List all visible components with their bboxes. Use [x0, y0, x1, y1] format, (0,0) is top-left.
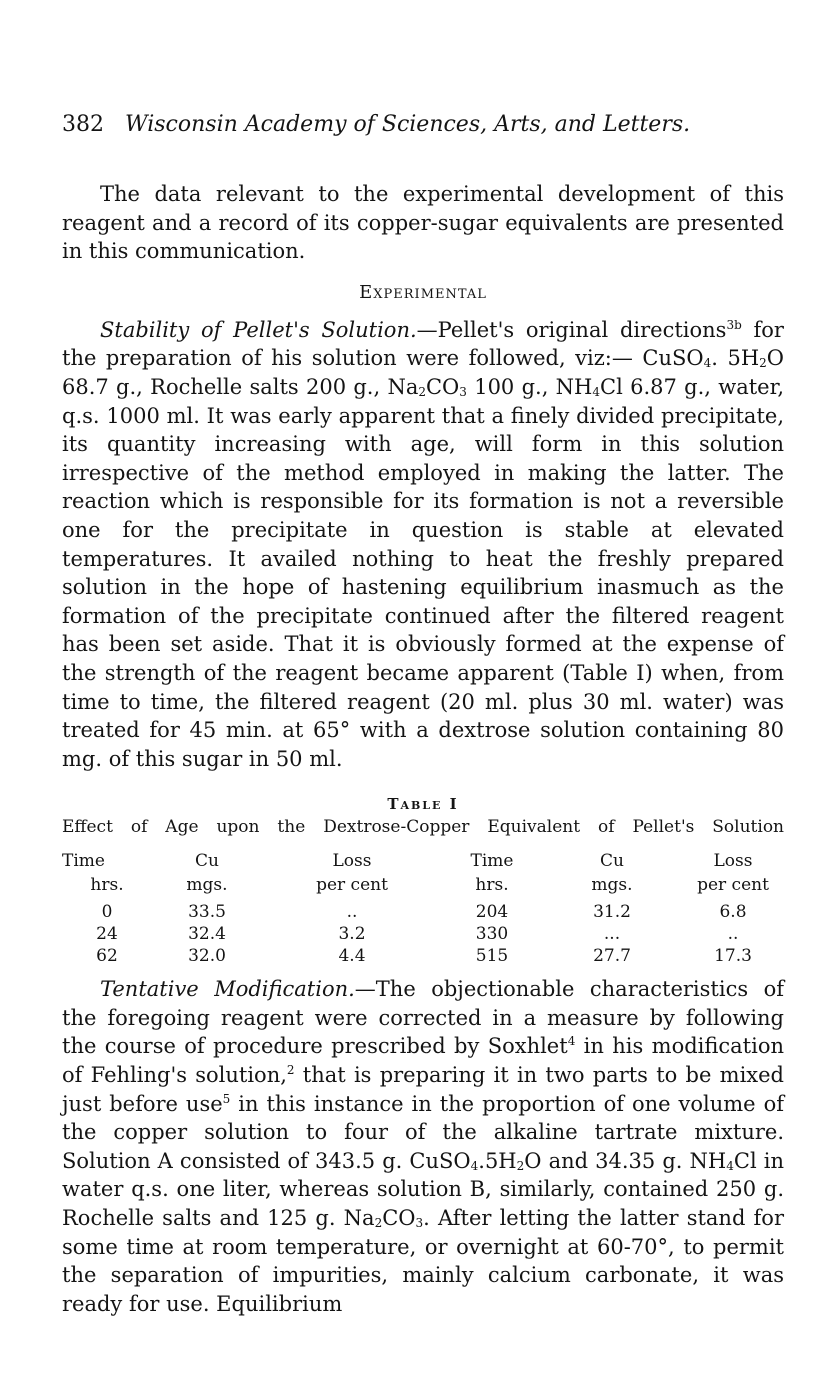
table-cell: 515	[475, 946, 509, 967]
table-cell: ..	[727, 924, 739, 945]
text-run: Cl in water q.s. one liter, whereas solution B, similarly, contained 250 g. Rochelle salts and 125 g. Na	[62, 1148, 784, 1231]
column-unit: hrs.	[475, 875, 509, 896]
table-cell: 24	[96, 924, 118, 945]
tentative-runin-heading: Tentative Modification.	[100, 977, 355, 1002]
column-unit: hrs.	[90, 875, 124, 896]
footnote-ref: 2	[286, 1063, 295, 1078]
text-run: in his modification of Fehling's solution,	[62, 1034, 784, 1088]
table-subtitle: Effect of Age upon the Dextrose-Copper Equivalent of Pellet's Solution	[62, 817, 784, 838]
footnote-ref: 3b	[726, 317, 742, 332]
table-cell: 32.0	[188, 946, 226, 967]
subscript: 2	[516, 1158, 525, 1173]
table-cell: 27.7	[593, 946, 631, 967]
journal-title: Wisconsin Academy of Sciences, Arts, and Letters.	[125, 112, 691, 137]
subscript: 3	[415, 1216, 424, 1231]
text-run: CO	[382, 1206, 416, 1231]
text-run: in this instance in the proportion of one volume of the copper solution to four of the alkaline tartrate mixture. Solution A consisted of 343.5 g. CuSO	[62, 1091, 784, 1173]
subscript: 4	[703, 356, 712, 371]
data-table	[62, 849, 784, 967]
column-header: Cu	[600, 851, 624, 872]
tentative-paragraph	[62, 975, 784, 1318]
text-run: Cl 6.87 g., water, q.s. 1000 ml. It was early apparent that a finely divided precipitate, its quantity increasing with age, will form in this solution irrespective of the method employed in making the latter. The reaction which is responsible for its formation is not a reversible one for the precipitate in question is stable at elevated temperatures. It availed nothing to heat the freshly prepared solution in the hope of hastening equilibrium inasmuch as the formation of the precipitate continued after the filtered reagent has been set aside. That it is obviously formed at the expense of the strength of the reagent became apparent (Table I) when, from time to time, the filtered reagent (20 ml. plus 30 ml. water) was treated for 45 min. at 65° with a dextrose solution containing 80 mg. of this sugar in 50 ml.	[62, 374, 784, 771]
table-row	[62, 945, 784, 967]
footnote-ref: 5	[222, 1091, 231, 1106]
column-header: Loss	[332, 851, 372, 872]
subscript: 2	[418, 384, 426, 399]
column-header: Loss	[713, 851, 753, 872]
table-units-row	[62, 873, 784, 901]
table-cell: 33.5	[188, 902, 226, 923]
intro-paragraph: The data relevant to the experimental development of this reagent and a record of its copper-sugar equivalents are presented in this communication.	[62, 182, 784, 264]
text-run: .5H	[478, 1148, 517, 1173]
section-heading: Experimental	[359, 281, 487, 303]
running-header	[62, 110, 784, 140]
footnote-ref: 4	[567, 1034, 576, 1049]
table-caption: Table I	[387, 795, 459, 814]
text-run: —The objectionable characteristics of the foregoing reagent were corrected in a measure by following the course of procedure prescribed by Soxhlet	[62, 977, 784, 1059]
table-cell: 330	[475, 924, 509, 945]
column-unit: mgs.	[591, 875, 633, 896]
text-run: —Pellet's original directions	[416, 317, 727, 342]
stability-runin-heading: Stability of Pellet's Solution.	[100, 317, 417, 342]
page	[62, 110, 784, 1318]
subscript: 4	[470, 1158, 479, 1173]
page-number: 382	[62, 112, 104, 137]
table-cell: ...	[603, 924, 621, 945]
subscript: 2	[759, 356, 767, 371]
table-row	[62, 901, 784, 923]
column-header: Time	[62, 851, 105, 872]
text-run: for the preparation of his solution were followed, viz:— CuSO	[62, 317, 784, 371]
table-row	[62, 923, 784, 945]
column-header: Cu	[195, 851, 219, 872]
column-header: Time	[470, 851, 514, 872]
text-run: O 68.7 g., Rochelle salts 200 g., Na	[62, 346, 784, 399]
text-run: O and 34.35 g. NH	[524, 1148, 727, 1173]
table-cell: 17.3	[714, 946, 752, 967]
table-cell: 4.4	[338, 946, 366, 967]
text-run: 100 g., NH	[466, 374, 593, 399]
subscript: 4	[726, 1158, 734, 1173]
text-run: . After letting the latter stand for some time at room temperature, or overnight at 60-70°, to permit the separation of impurities, mainly calcium carbonate, it was ready for use. Equilibrium	[62, 1206, 784, 1316]
column-unit: mgs.	[186, 875, 228, 896]
table-cell: 3.2	[338, 924, 366, 945]
stability-paragraph	[62, 316, 784, 774]
table-header-row	[62, 849, 784, 873]
subscript: 4	[592, 384, 601, 399]
table-cell: 62	[96, 946, 118, 967]
table-cell: ..	[346, 902, 358, 923]
text-run: . 5H	[711, 346, 760, 371]
column-unit: per cent	[697, 875, 769, 896]
subscript: 3	[459, 384, 467, 399]
text-run: CO	[425, 374, 460, 399]
table-cell: 31.2	[593, 902, 631, 923]
subscript: 2	[374, 1216, 383, 1231]
table-cell: 0	[101, 902, 113, 923]
table-cell: 6.8	[719, 902, 747, 923]
table-cell: 32.4	[188, 924, 226, 945]
text-run: that is preparing it in two parts to be mixed just before use	[62, 1063, 784, 1116]
column-unit: per cent	[316, 875, 388, 896]
table-cell: 204	[475, 902, 509, 923]
